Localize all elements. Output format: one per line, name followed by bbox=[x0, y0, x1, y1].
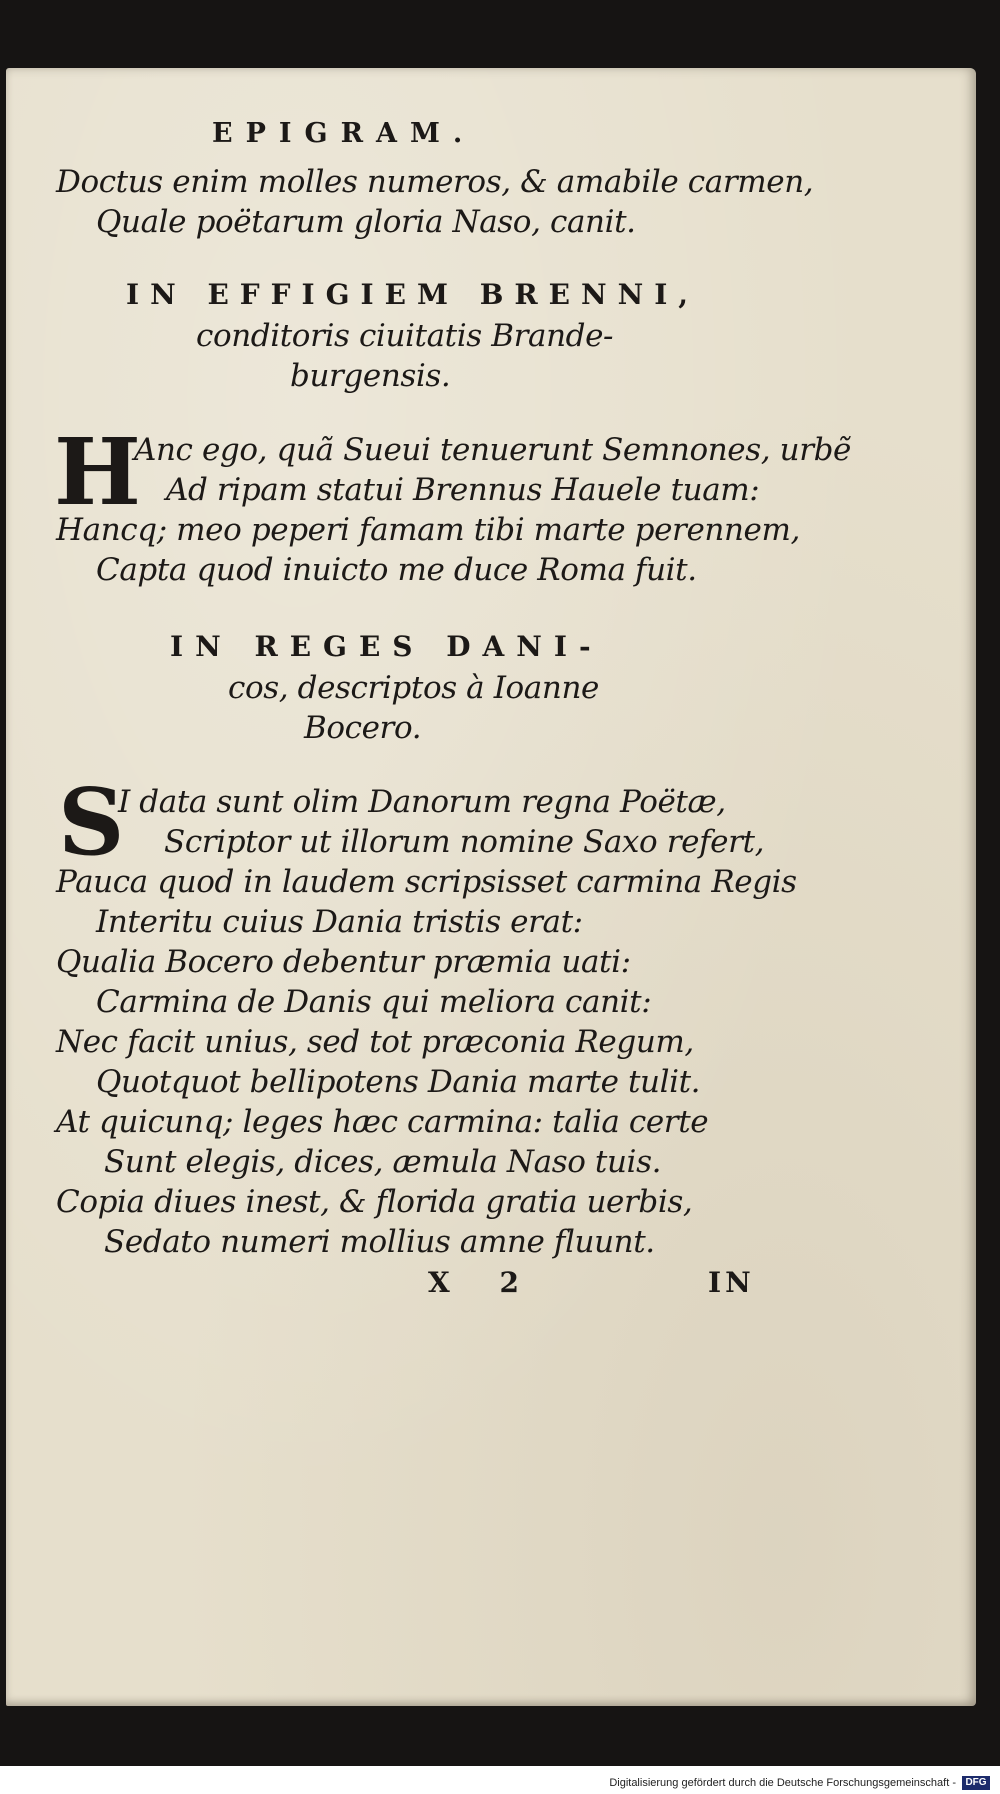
catchword: IN bbox=[708, 1266, 755, 1299]
poem1-line-4: Capta quod inuicto me duce Roma fuit. bbox=[96, 552, 697, 588]
poem1-subtitle-2: burgensis. bbox=[290, 358, 451, 394]
signature-mark: X 2 bbox=[428, 1266, 539, 1299]
poem2-line-10: Sunt elegis, dices, æmula Naso tuis. bbox=[104, 1144, 662, 1180]
poem2-title: IN REGES DANI- bbox=[170, 630, 603, 663]
poem1-title: IN EFFIGIEM BRENNI, bbox=[126, 278, 700, 311]
poem2-line-7: Nec facit unius, sed tot præconia Regum, bbox=[56, 1024, 694, 1060]
running-header: EPIGRAM. bbox=[212, 118, 476, 149]
poem1-line-3: Hancq; meo peperi famam tibi marte perennem, bbox=[56, 512, 800, 548]
poem2-line-2: Scriptor ut illorum nomine Saxo refert, bbox=[164, 824, 765, 860]
opening-line-2: Quale poëtarum gloria Naso, canit. bbox=[96, 204, 636, 240]
poem2-line-1: I data sunt olim Danorum regna Poëtæ, bbox=[118, 784, 726, 820]
poem2-line-12: Sedato numeri mollius amne fluunt. bbox=[104, 1224, 655, 1260]
poem2-line-11: Copia diues inest, & florida gratia uerbis, bbox=[56, 1184, 693, 1220]
poem2-line-4: Interitu cuius Dania tristis erat: bbox=[96, 904, 583, 940]
book-page bbox=[6, 68, 976, 1706]
poem2-line-3: Pauca quod in laudem scripsisset carmina Regis bbox=[56, 864, 797, 900]
poem2-line-8: Quotquot bellipotens Dania marte tulit. bbox=[96, 1064, 701, 1100]
opening-line-1: Doctus enim molles numeros, & amabile carmen, bbox=[56, 164, 814, 200]
poem2-line-5: Qualia Bocero debentur præmia uati: bbox=[56, 944, 631, 980]
digitization-credit: Digitalisierung gefördert durch die Deutsche Forschungsgemeinschaft - bbox=[609, 1777, 956, 1789]
poem2-line-6: Carmina de Danis qui meliora canit: bbox=[96, 984, 652, 1020]
drop-cap-h: H bbox=[54, 418, 141, 526]
poem2-subtitle-2: Bocero. bbox=[304, 710, 422, 746]
drop-cap-s: S bbox=[58, 768, 125, 876]
poem1-line-1: Anc ego, quã Sueui tenuerunt Semnones, urbẽ bbox=[134, 432, 852, 468]
poem2-subtitle-1: cos, descriptos à Ioanne bbox=[228, 670, 599, 706]
poem1-subtitle-1: conditoris ciuitatis Brande- bbox=[196, 318, 614, 354]
poem2-line-9: At quicunq; leges hæc carmina: talia certe bbox=[56, 1104, 709, 1140]
dfg-logo: DFG bbox=[962, 1776, 990, 1790]
poem1-line-2: Ad ripam statui Brennus Hauele tuam: bbox=[166, 472, 760, 508]
